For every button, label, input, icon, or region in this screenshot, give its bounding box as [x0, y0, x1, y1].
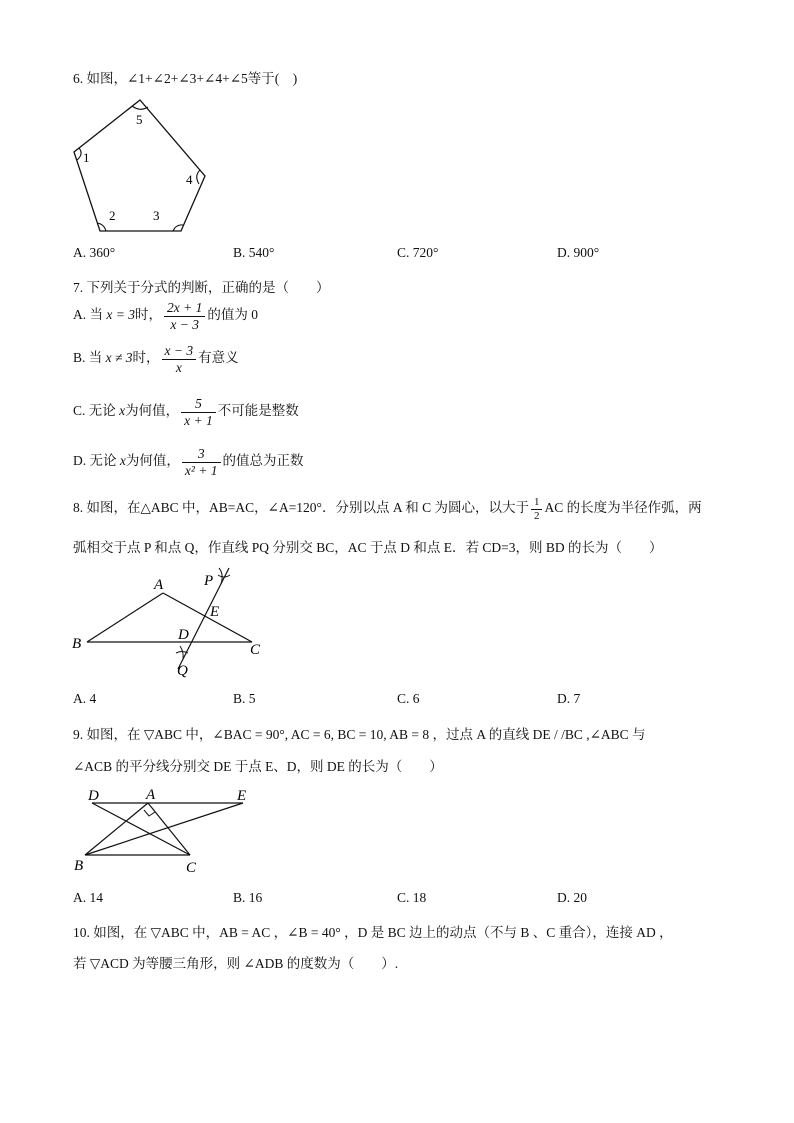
q7-c-fraction	[181, 396, 216, 428]
q7-b-pre: B. 当	[73, 350, 103, 366]
q8-triangle-figure	[66, 566, 276, 681]
q8-label-b: B	[72, 636, 82, 652]
q8-label-p: P	[204, 573, 214, 589]
q7-d-pre: D. 无论	[73, 453, 117, 469]
q7-d-denominator: x² + 1	[184, 462, 218, 478]
q9-label-a: A	[146, 787, 156, 803]
q7-a-cond: x = 3	[106, 307, 135, 323]
q7-d-mid: 为何值，	[125, 453, 180, 469]
q6-option-c[interactable]: C. 720°	[397, 245, 439, 260]
q7-a-mid: 时，	[134, 307, 162, 323]
q7-c-mid: 为何值，	[125, 403, 180, 419]
q9-label-c: C	[186, 860, 197, 876]
q7-option-d[interactable]	[73, 446, 304, 478]
q8-option-c[interactable]: C. 6	[397, 691, 420, 706]
q6-pentagon-figure	[68, 94, 218, 236]
q7-d-post: 的值总为正数	[222, 453, 304, 469]
q7-option-b[interactable]	[73, 343, 239, 375]
q7-stem: 7. 下列关于分式的判断，正确的是（ ）	[73, 280, 330, 295]
q6-option-a[interactable]: A. 360°	[73, 245, 116, 260]
q10-stem-line1: 10. 如图，在 ▽ABC 中，AB = AC ，∠B = 40° ，D 是 BC 边上的动点（不与 B 、C 重合），连接 AD ，	[73, 925, 673, 940]
q6-label-2: 2	[109, 208, 116, 223]
q7-option-a[interactable]	[73, 300, 258, 332]
q8-label-e: E	[210, 604, 220, 620]
q7-b-mid: 时，	[132, 350, 160, 366]
q7-d-fraction	[182, 446, 221, 478]
q7-a-pre: A. 当	[73, 307, 103, 323]
q6-stem: 6. 如图，∠1+∠2+∠3+∠4+∠5等于( )	[73, 71, 298, 86]
q7-c-var: x	[119, 403, 126, 419]
q8-option-a[interactable]: A. 4	[73, 691, 97, 706]
q7-a-post: 的值为 0	[207, 307, 258, 323]
q8-stem-line1	[73, 496, 702, 522]
q7-c-denominator: x + 1	[184, 412, 213, 428]
q7-b-cond: x ≠ 3	[105, 350, 133, 366]
q8-half-denominator: 2	[533, 509, 540, 522]
q6-label-5: 5	[136, 112, 143, 127]
q8-option-b[interactable]: B. 5	[233, 691, 256, 706]
q8-label-c: C	[250, 642, 261, 658]
q7-b-numerator: x − 3	[162, 343, 197, 360]
q7-b-post: 有意义	[198, 350, 239, 366]
q9-option-a[interactable]: A. 14	[73, 890, 103, 905]
q10-stem-line2: 若 ▽ACD 为等腰三角形，则 ∠ADB 的度数为（ ）.	[73, 956, 399, 971]
q8-half-fraction	[531, 496, 543, 522]
q9-option-d[interactable]: D. 20	[557, 890, 587, 905]
q7-b-denominator: x	[175, 359, 182, 375]
q9-stem-line2: ∠ACB 的平分线分别交 DE 于点 E、D，则 DE 的长为（ ）	[73, 759, 443, 774]
q6-label-3: 3	[153, 208, 160, 223]
q7-a-numerator: 2x + 1	[164, 300, 205, 317]
q7-c-pre: C. 无论	[73, 403, 116, 419]
q8-option-d[interactable]: D. 7	[557, 691, 581, 706]
q7-b-fraction	[162, 343, 197, 375]
q8-line1-a: 8. 如图，在△ABC 中，AB=AC，∠A=120°．分别以点 A 和 C 为圆心，以大于	[73, 500, 529, 516]
q7-option-c[interactable]	[73, 396, 299, 428]
q9-label-d: D	[88, 788, 99, 804]
q6-option-d[interactable]: D. 900°	[557, 245, 600, 260]
q6-label-4: 4	[186, 172, 193, 187]
q9-stem-line1: 9. 如图，在 ▽ABC 中，∠BAC = 90°, AC = 6, BC = 10, AB = 8 ，过点 A 的直线 DE / /BC ,∠ABC 与	[73, 727, 646, 742]
q7-a-fraction	[164, 300, 205, 332]
q9-triangle-figure	[68, 784, 268, 876]
q8-label-a: A	[154, 577, 164, 593]
q9-option-c[interactable]: C. 18	[397, 890, 427, 905]
q8-label-d: D	[178, 627, 189, 643]
q8-line1-b: AC 的长度为半径作弧，两	[544, 500, 702, 516]
q8-label-q: Q	[177, 663, 188, 679]
q7-d-var: x	[119, 453, 126, 469]
q7-a-denominator: x − 3	[170, 316, 199, 332]
q8-half-numerator: 1	[531, 496, 543, 510]
q7-c-post: 不可能是整数	[217, 403, 299, 419]
q7-d-numerator: 3	[182, 446, 221, 463]
q7-c-numerator: 5	[181, 396, 216, 413]
q9-label-b: B	[74, 858, 84, 874]
q6-label-1: 1	[83, 150, 90, 165]
q9-option-b[interactable]: B. 16	[233, 890, 263, 905]
q8-stem-line2: 弧相交于点 P 和点 Q，作直线 PQ 分别交 BC，AC 于点 D 和点 E．若 CD=3，则 BD 的长为（ ）	[73, 540, 663, 555]
q9-label-e: E	[237, 788, 247, 804]
q6-option-b[interactable]: B. 540°	[233, 245, 275, 260]
